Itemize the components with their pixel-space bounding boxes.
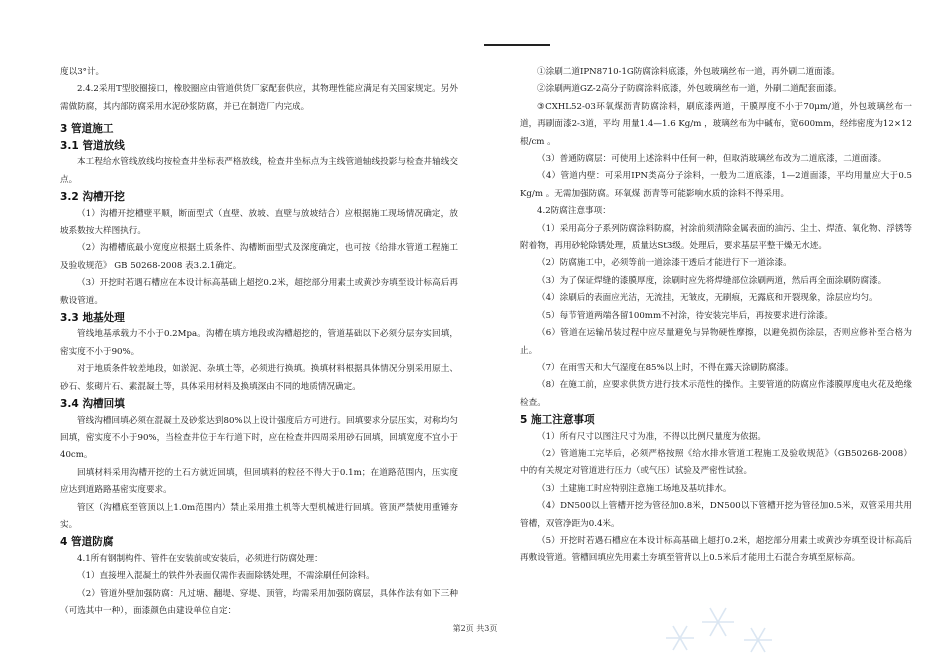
section-heading: 5 施工注意事项 bbox=[520, 414, 595, 427]
body-paragraph: ②涂刷两道GZ-2高分子防腐涂料底漆，外包玻璃丝布一道，外刷二道配套面漆。 bbox=[537, 84, 842, 95]
body-paragraph: （2）沟槽槽底最小宽度应根据土质条件、沟槽断面型式及深度确定，也可按《给排水管道工程施工及验收规范》 GB 50268-2008 表3.2.1确定。 bbox=[60, 243, 458, 271]
body-paragraph: （3）为了保证焊缝的漆膜厚度，涂刷时应先将焊缝部位涂刷两道，然后再全面涂刷防腐漆。 bbox=[537, 275, 887, 286]
body-paragraph: 4.1所有钢制构件、管件在安装前或安装后，必须进行防腐处理： bbox=[77, 553, 323, 564]
section-heading: 3.2 沟槽开挖 bbox=[60, 191, 125, 204]
section-heading: 3.3 地基处理 bbox=[60, 311, 125, 324]
body-paragraph: ③CXHL52-03环氧煤沥青防腐涂料，刷底漆两道，干膜厚度不小于70μm/道，外包玻璃丝布一道，再刷面漆2-3道，平均 用量1.4—1.6 Kg/m ，玻璃丝布为中碱布，宽600mm，经纬密度为12×12根/cm 。 bbox=[520, 101, 912, 147]
body-paragraph: （2）管道外壁加强防腐：凡过塘、翻堤、穿堤、顶管，均需采用加强防腐层，具体作法有如下三种（可选其中一种），面漆颜色由建设单位自定： bbox=[60, 588, 458, 617]
body-paragraph: （2）管道施工完毕后，必须严格按照《给水排水管道工程施工及验收规范》（GB50268-2008）中的有关规定对管道进行压力（或气压）试验及严密性试验。 bbox=[520, 449, 912, 477]
section-heading: 3.1 管道放线 bbox=[60, 139, 125, 152]
section-heading: 3.4 沟槽回填 bbox=[60, 398, 125, 411]
body-paragraph: （5）开挖时若遇石槽应在本设计标高基础上超打0.2米，超挖部分用素土或黄沙夯填至设计标高后再敷设管道。管槽回填应先用素土夯填至管背以上0.5米后才能用土石混合夯填至原标高。 bbox=[520, 536, 912, 564]
right-column bbox=[520, 64, 912, 568]
body-paragraph: 4.2防腐注意事项： bbox=[537, 206, 611, 217]
body-paragraph: （4）管道内壁：可采用IPN类高分子涂料，一般为二道底漆，1—2道面漆，平均用量应大于0.5 Kg/m 。无需加强防腐。环氧煤 沥青等可能影响水质的涂料不得采用。 bbox=[520, 171, 912, 199]
snowflake-watermark-icon bbox=[660, 600, 780, 660]
left-column bbox=[60, 64, 458, 621]
body-paragraph: （4）涂刷后的表面应光洁，无流挂，无皱皮，无刷痕，无露底和开裂现象，涂层应均匀。 bbox=[537, 293, 878, 304]
body-paragraph: 管区（沟槽底至管顶以上1.0m范围内）禁止采用推土机等大型机械进行回填。管顶严禁使用重锤夯实。 bbox=[60, 502, 458, 531]
body-paragraph: （5）每节管道两端各留100mm不衬涂，待安装完毕后，再按要求进行涂漆。 bbox=[537, 310, 833, 321]
body-paragraph: （7）在雨雪天和大气湿度在85%以上时，不得在露天涂刷防腐漆。 bbox=[537, 362, 794, 373]
body-paragraph: （3）普通防腐层：可使用上述涂料中任何一种，但取消玻璃丝布改为二道底漆，二道面漆。 bbox=[537, 154, 887, 165]
body-paragraph: （3）土建施工时应特别注意施工场地及基坑排水。 bbox=[537, 483, 732, 494]
page-number: 第2页 共3页 bbox=[452, 624, 498, 633]
body-paragraph: 管线沟槽回填必须在混凝土及砂浆达到80%以上设计强度后方可进行。回填要求分层压实，对称均匀回填，密实度不小于90%，当检查井位于车行道下时，应在检查井四周采用砂石回填，回填宽度不宜小于40cm。 bbox=[60, 415, 458, 461]
body-paragraph: （1）沟槽开挖槽壁平顺，断面型式（直壁、放坡、直壁与放坡结合）应根据施工现场情况确定，放坡系数按大样图执行。 bbox=[60, 208, 458, 236]
body-paragraph: （3）开挖时若遇石槽应在本设计标高基础上超挖0.2米，超挖部分用素土或黄沙夯填至设计标高后再敷设管道。 bbox=[60, 278, 458, 306]
body-paragraph: （1）采用高分子系列防腐涂料防腐，衬涂前须清除金属表面的油污、尘土、焊渣、氧化物、浮锈等附着物，再用砂轮除锈处理，质量达St3级。处理后，要求基层平整干燥无水迹。 bbox=[520, 223, 913, 252]
body-paragraph: 度以3°计。 bbox=[60, 67, 105, 77]
body-paragraph: （4）DN500以上管槽开挖为管径加0.8米，DN500以下管槽开挖为管径加0.5米，双管采用共用管槽，双管净距为0.4米。 bbox=[520, 501, 912, 529]
body-paragraph: 本工程给水管线放线均按检查井坐标表严格放线，检查井坐标点为主线管道轴线投影与检查井轴线交点。 bbox=[60, 157, 458, 185]
body-paragraph: （8）在施工前，应要求供货方进行技术示范性的操作。主要管道的防腐应作漆膜厚度电火花及绝缘检查。 bbox=[520, 380, 913, 408]
body-paragraph: 回填材料采用沟槽开挖的土石方就近回填，但回填料的粒径不得大于0.1m；在道路范围内，压实度应达到道路路基密实度要求。 bbox=[60, 467, 458, 496]
header-rule bbox=[484, 44, 550, 46]
body-paragraph: 对于地质条件较差地段，如淤泥、杂填土等，必须进行换填。换填材料根据具体情况分别采用原土、砂石、浆砌片石、素混凝土等，具体采用材料及换填深由不同的地质情况确定。 bbox=[60, 364, 458, 392]
section-heading: 3 管道施工 bbox=[60, 123, 114, 136]
body-paragraph: 2.4.2采用T型胶圈接口，橡胶圈应由管道供货厂家配套供应，其物理性能应满足有关国家规定。另外需做防腐，其内部防腐采用水泥砂浆防腐，并已在制造厂内完成。 bbox=[60, 84, 458, 112]
body-paragraph: ①涂刷二道IPN8710-1G防腐涂料底漆，外包玻璃丝布一道，再外刷二道面漆。 bbox=[537, 67, 841, 77]
body-paragraph: 管线地基承载力不小于0.2Mpa。沟槽在填方地段或沟槽超挖的，管道基础以下必须分层夯实回填，密实度不小于90%。 bbox=[60, 329, 458, 357]
body-paragraph: （1）直接埋入混凝土的铁件外表面仅需作表面除锈处理，不需涂刷任何涂料。 bbox=[77, 571, 375, 582]
body-paragraph: （2）防腐施工中，必须等前一道涂漆干透后才能进行下一道涂漆。 bbox=[537, 258, 792, 269]
body-paragraph: （6）管道在运输吊装过程中应尽量避免与异物硬性摩擦，以避免损伤涂层，否则应修补至合格为止。 bbox=[520, 328, 912, 356]
body-paragraph: （1）所有尺寸以图注尺寸为准，不得以比例尺量度为依据。 bbox=[537, 431, 766, 442]
section-heading: 4 管道防腐 bbox=[60, 536, 114, 549]
